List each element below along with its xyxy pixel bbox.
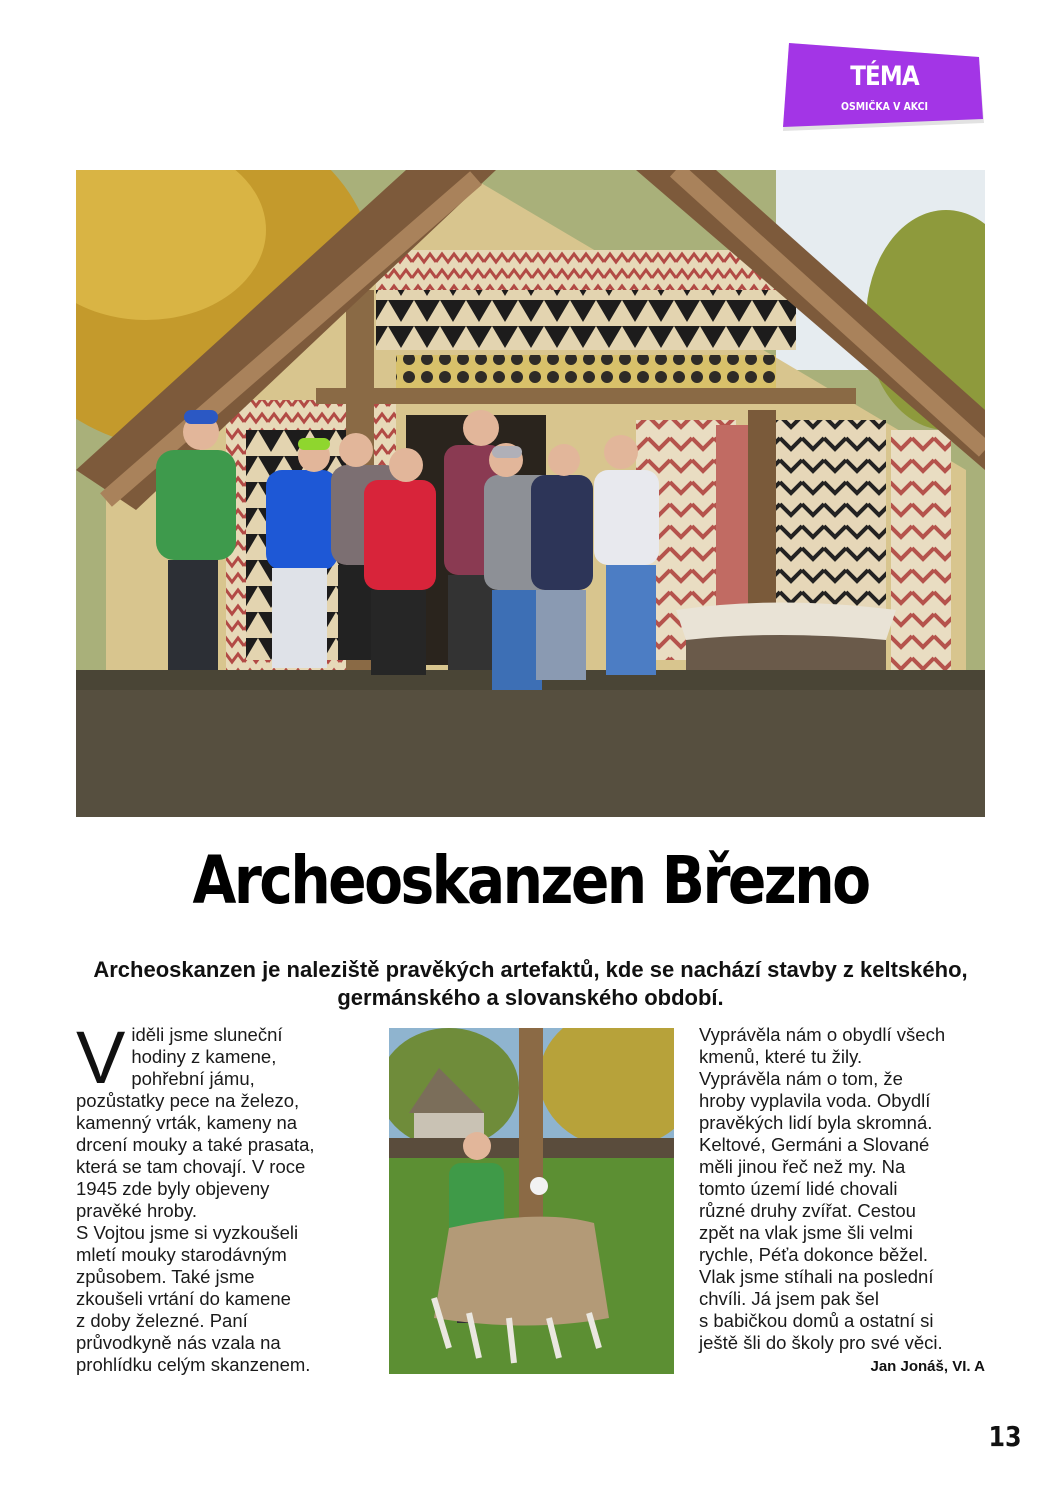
author-signature: Jan Jonáš, VI. A bbox=[870, 1358, 985, 1375]
page-number: 13 bbox=[988, 1420, 1022, 1453]
left-column-text: iděli jsme sluneční hodiny z kamene, pohřební jámu, pozůstatky pece na železo, kamenný vrták, kameny na drcení mouky a také prasata, která se tam chovají. V roce 1945 zde byly objeveny pravěké hroby. S Vojtou jsme si vyzkoušeli mletí mouky starodávným způsobem. Také jsme zkoušeli vrtání do kamene z doby železné. Paní průvodkyně nás vzala na prohlídku celým skanzenem. bbox=[76, 1024, 315, 1375]
right-column-text: Vyprávěla nám o obydlí všech kmenů, které tu žily. Vyprávěla nám o tom, že hroby vyplavila voda. Obydlí pravěkých lidí byla skromná. Keltové, Germáni a Slované měli jinou řeč než my. Na tomto území lidé chovali různé druhy zvířat. Cestou zpět na vlak jsme šli velmi rychle, Péťa dokonce běžel. Vlak jsme stíhali na poslední chvíli. Já jsem pak šel s babičkou domů a ostatní si ještě šli do školy pro své věci. bbox=[699, 1024, 946, 1353]
section-subtitle: OSMIČKA V AKCI bbox=[841, 100, 928, 113]
right-column bbox=[699, 1024, 999, 1354]
drop-cap: V bbox=[76, 1016, 126, 1099]
article-lead: Archeoskanzen je naleziště pravěkých artefaktů, kde se nachází stavby z keltského, germánského a slovanského období. bbox=[93, 957, 968, 1010]
section-title: TÉMA bbox=[850, 61, 919, 92]
left-column bbox=[76, 1016, 376, 1376]
main-photo bbox=[76, 170, 985, 817]
article-title: Archeoskanzen Březno bbox=[192, 842, 869, 919]
section-tag bbox=[783, 43, 986, 133]
side-photo bbox=[389, 1028, 674, 1374]
